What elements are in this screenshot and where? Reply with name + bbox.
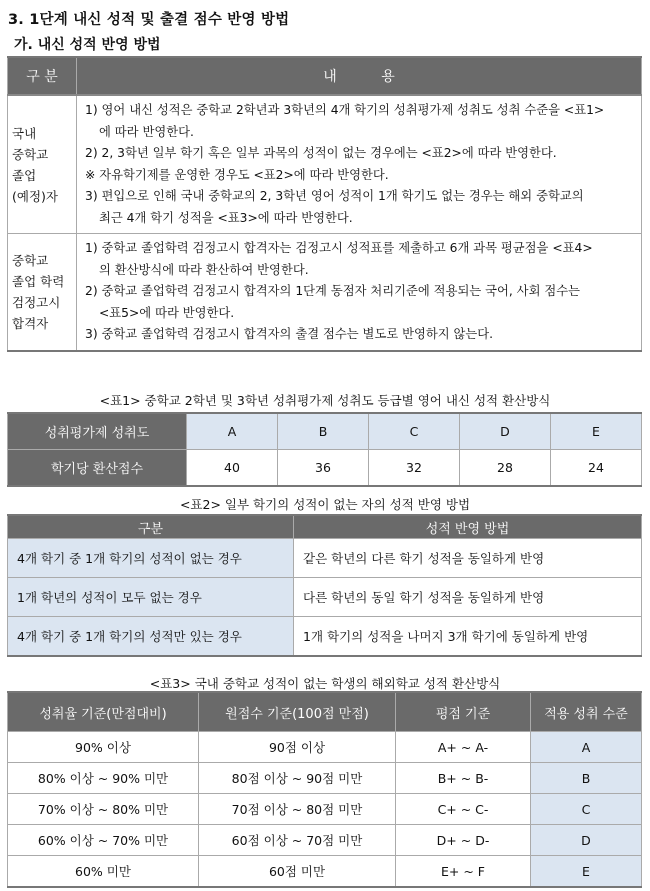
gpa-cell: B+ ~ B- <box>396 763 531 794</box>
missing-semester-table <box>7 514 642 657</box>
case-cell: 4개 학기 중 1개 학기의 성적만 있는 경우 <box>8 617 294 657</box>
score-cell: 28 <box>460 450 551 487</box>
table-row <box>8 856 642 888</box>
main-table-row <box>8 95 642 234</box>
category-line: 중학교 <box>12 252 49 268</box>
level-cell: C <box>531 794 642 825</box>
header-cell: 성취율 기준(만점대비) <box>8 692 199 732</box>
grade-cell: C <box>369 413 460 450</box>
header-cell: 평점 기준 <box>396 692 531 732</box>
content-line: 최근 4개 학기 성적을 <표3>에 따라 반영한다. <box>99 210 353 225</box>
content-line: 2) 2, 3학년 일부 학기 혹은 일부 과목의 성적이 없는 경우에는 <표2>에 따라 반영한다. <box>85 146 557 160</box>
table-row <box>8 825 642 856</box>
main-table-row <box>8 234 642 351</box>
table3-caption: <표3> 국내 중학교 성적이 없는 학생의 해외학교 성적 환산방식 <box>149 676 501 691</box>
category-line: 합격자 <box>12 315 49 331</box>
score-row <box>8 450 642 487</box>
category-cell <box>8 95 77 234</box>
case-cell: 4개 학기 중 1개 학기의 성적이 없는 경우 <box>8 539 294 578</box>
score-row-header: 학기당 환산점수 <box>8 450 187 487</box>
content-line: 1) 영어 내신 성적은 중학교 2학년과 3학년의 4개 학기의 성취평가제 성취도 성취 수준을 <표1> <box>85 103 605 117</box>
content-line: 에 따라 반영한다. <box>99 124 194 139</box>
raw-score-cell: 60점 미만 <box>199 856 396 888</box>
case-cell: 1개 학년의 성적이 모두 없는 경우 <box>8 578 294 617</box>
score-cell: 36 <box>278 450 369 487</box>
gpa-cell: E+ ~ F <box>396 856 531 888</box>
method-cell: 같은 학년의 다른 학기 성적을 동일하게 반영 <box>294 539 642 578</box>
header-cell: 성적 반영 방법 <box>294 515 642 539</box>
table-row <box>8 539 642 578</box>
content-line: 1) 중학교 졸업학력 검정고시 합격자는 검정고시 성적표를 제출하고 6개 과목 평균점을 <표4> <box>85 241 593 255</box>
subsection-title: 가. 내신 성적 반영 방법 <box>14 37 161 53</box>
category-cell <box>8 234 77 351</box>
level-cell: B <box>531 763 642 794</box>
section-title: 3. 1단계 내신 성적 및 출결 점수 반영 방법 <box>8 12 290 28</box>
rate-cell: 60% 미만 <box>8 856 199 888</box>
score-cell: 24 <box>551 450 642 487</box>
table-header-row <box>8 515 642 539</box>
grade-cell: B <box>278 413 369 450</box>
method-cell: 1개 학기의 성적을 나머지 3개 학기에 동일하게 반영 <box>294 617 642 657</box>
content-line: <표5>에 따라 반영한다. <box>99 305 235 320</box>
level-cell: A <box>531 732 642 763</box>
rate-cell: 80% 이상 ~ 90% 미만 <box>8 763 199 794</box>
raw-score-cell: 70점 이상 ~ 80점 미만 <box>199 794 396 825</box>
table-row <box>8 617 642 657</box>
grade-cell: A <box>187 413 278 450</box>
rate-cell: 70% 이상 ~ 80% 미만 <box>8 794 199 825</box>
gpa-cell: C+ ~ C- <box>396 794 531 825</box>
grade-row <box>8 413 642 450</box>
table-row <box>8 794 642 825</box>
rate-cell: 90% 이상 <box>8 732 199 763</box>
level-cell: E <box>531 856 642 888</box>
overseas-conversion-table <box>7 691 642 888</box>
rate-cell: 60% 이상 ~ 70% 미만 <box>8 825 199 856</box>
content-line: 2) 중학교 졸업학력 검정고시 합격자의 1단계 동점자 처리기준에 적용되는 국어, 사회 점수는 <box>85 284 580 298</box>
table-row <box>8 732 642 763</box>
main-table <box>7 56 642 352</box>
table-row <box>8 578 642 617</box>
raw-score-cell: 90점 이상 <box>199 732 396 763</box>
category-line: 중학교 <box>12 146 49 162</box>
gpa-cell: D+ ~ D- <box>396 825 531 856</box>
category-line: (예정)자 <box>12 188 58 204</box>
level-cell: D <box>531 825 642 856</box>
grade-conversion-table <box>7 412 642 487</box>
header-cell: 원점수 기준(100점 만점) <box>199 692 396 732</box>
header-cell: 적용 성취 수준 <box>531 692 642 732</box>
table2-caption: <표2> 일부 학기의 성적이 없는 자의 성적 반영 방법 <box>179 497 471 512</box>
content-line: 3) 중학교 졸업학력 검정고시 합격자의 출결 점수는 별도로 반영하지 않는다. <box>85 327 494 341</box>
category-line: 졸업 <box>12 167 37 183</box>
table-header-row <box>8 692 642 732</box>
content-cell <box>77 95 642 234</box>
content-cell <box>77 234 642 351</box>
grade-cell: D <box>460 413 551 450</box>
content-line: ※ 자유학기제를 운영한 경우도 <표2>에 따라 반영한다. <box>85 167 389 182</box>
category-line: 검정고시 <box>12 294 61 310</box>
header-cell: 구분 <box>8 515 294 539</box>
score-cell: 40 <box>187 450 278 487</box>
score-cell: 32 <box>369 450 460 487</box>
gpa-cell: A+ ~ A- <box>396 732 531 763</box>
main-table-header-row <box>8 57 642 95</box>
content-line: 의 환산방식에 따라 환산하여 반영한다. <box>99 262 309 277</box>
content-line: 3) 편입으로 인해 국내 중학교의 2, 3학년 영어 성적이 1개 학기도 없는 경우는 해외 중학교의 <box>85 189 584 203</box>
grade-cell: E <box>551 413 642 450</box>
table1-caption: <표1> 중학교 2학년 및 3학년 성취평가제 성취도 등급별 영어 내신 성적 환산방식 <box>99 393 551 408</box>
grade-row-header: 성취평가제 성취도 <box>8 413 187 450</box>
table-row <box>8 763 642 794</box>
category-line: 졸업 학력 <box>12 273 65 289</box>
raw-score-cell: 60점 이상 ~ 70점 미만 <box>199 825 396 856</box>
category-line: 국내 <box>12 125 37 141</box>
raw-score-cell: 80점 이상 ~ 90점 미만 <box>199 763 396 794</box>
header-category: 구 분 <box>8 57 77 95</box>
method-cell: 다른 학년의 동일 학기 성적을 동일하게 반영 <box>294 578 642 617</box>
header-content: 내 용 <box>77 57 642 95</box>
